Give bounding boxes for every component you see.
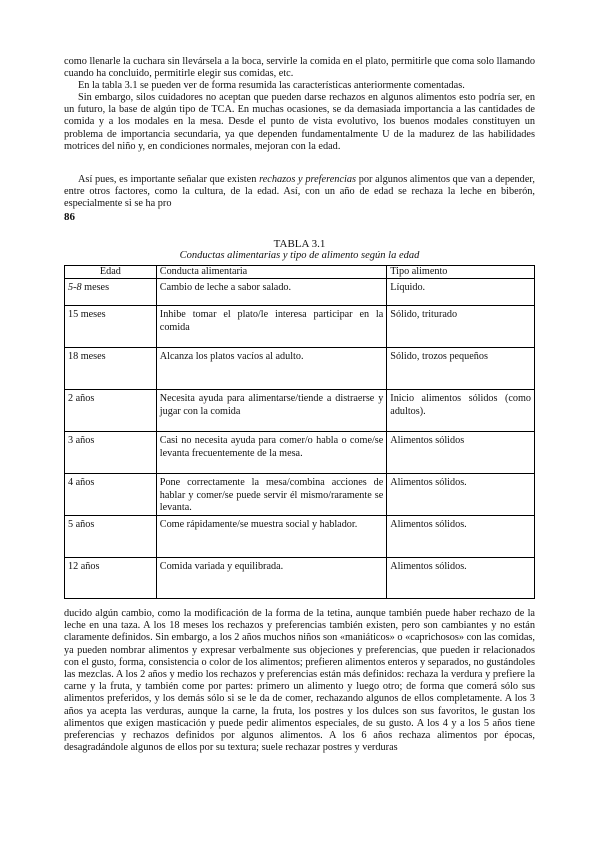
table-row — [65, 279, 535, 306]
table-header-row — [65, 266, 535, 279]
cell-food-type: Alimentos sólidos. — [387, 474, 535, 516]
table-row — [65, 516, 535, 558]
table-row — [65, 558, 535, 599]
cell-food-type: Alimentos sólidos. — [387, 516, 535, 558]
cell-food-type: Inicio alimentos sólidos (como adultos). — [387, 390, 535, 432]
cell-conduct: Inhibe tomar el plato/le interesa participar en la comida — [156, 306, 387, 348]
paragraph-age-preferences: ducido algún cambio, como la modificación de la forma de la tetina, aunque también puede haber rechazo de la leche en una taza. A los 18 meses los rechazos y preferencias también existen, pero son cambiantes y no están claramente definidos. Sin embargo, a los 2 años muchos niños son «maniáticos» o «caprichosos» con las comidas, ya pueden nombrar alimentos y expresar verbalmente sus objeciones y preferencias, que pueden ir relacionados con el gusto, forma, consistencia o color de los alimentos; prefieren alimentos enteros y separados, no gustándoles las mezclas. A los 2 años y medio los rechazos y preferencias están más definidos: rechaza la verdura y prefiere la carne y la fruta, y también come por partes: primero un alimento y luego otro; de forma que comerá sólo sus alimentos preferidos, y los demás sólo si se le da de comer, rechazando algunos de ellos completamente. A los 3 años ya acepta las verduras, aunque la carne, la fruta, los postres y los dulces son sus favoritos, le gustan los alimentos que exigen masticación y puede pedir alimentos especiales, de su gusto. A los 4 y a los 5 años tiene preferencias y rechazos definidos por algunos alimentos. A los 6 años rechaza alimentos por épocas, desagradándole algunos de ellos por su textura; suele rechazar postres y verduras — [64, 608, 535, 754]
table-title: TABLA 3.1 — [273, 238, 326, 250]
cell-conduct: Alcanza los platos vacíos al adulto. — [156, 348, 387, 390]
header-food-type: Tipo alimento — [387, 266, 535, 279]
table-row — [65, 348, 535, 390]
table-row — [65, 390, 535, 432]
cell-conduct: Casi no necesita ayuda para comer/o habla o come/se levanta frecuentemente de la mesa. — [156, 432, 387, 474]
cell-age: 15 meses — [65, 306, 157, 348]
cell-food-type: Líquido. — [387, 279, 535, 306]
cell-age: 12 años — [65, 558, 157, 599]
paragraph-preferences-end: por algunos alimentos que van a depender, entre otros factores, como la cultura, de la edad. Así, con un año de edad se rechaza la leche en biberón, especialmente si se ha pro — [64, 174, 535, 210]
cell-conduct: Come rápidamente/se muestra social y hablador. — [156, 516, 387, 558]
table-row — [65, 474, 535, 516]
cell-conduct: Comida variada y equilibrada. — [156, 558, 387, 599]
table-row — [65, 432, 535, 474]
cell-food-type: Sólido, triturado — [387, 306, 535, 348]
cell-age — [65, 279, 157, 306]
paragraph-preferences-emphasis: rechazos y preferencias — [259, 174, 357, 185]
paragraph-caregivers: Sin embargo, silos cuidadores no aceptan que pueden darse rechazos en algunos alimentos esto podría ser, en un futuro, la base de algún tipo de TCA. En muchas ocasiones, se da demasiada importancia a las cantidades de comida y a los modales en la mesa. Desde el punto de vista evolutivo, los buenos modales constituyen un problema de importancia secundaria, ya que dependen fundamentalmente U de la madurez de las habilidades motrices del niño y, en condiciones normales, mejoran con la edad. — [64, 92, 535, 152]
cell-food-type: Sólido, trozos pequeños — [387, 348, 535, 390]
paragraph-table-reference: En la tabla 3.1 se pueden ver de forma resumida las características anteriormente comentadas. — [78, 80, 465, 91]
cell-age: 4 años — [65, 474, 157, 516]
paragraph-preferences-start: Así pues, es importante señalar que existen — [78, 174, 260, 185]
table-row — [65, 306, 535, 348]
page-number: 86 — [64, 211, 75, 223]
header-age: Edad — [65, 266, 157, 279]
feeding-table — [64, 265, 535, 599]
header-conduct: Conducta alimentaria — [156, 266, 387, 279]
paragraph-preferences — [64, 174, 535, 211]
cell-conduct: Pone correctamente la mesa/combina acciones de hablar y comer/se puede servir él mismo/raramente se levanta. — [156, 474, 387, 516]
cell-age-range: 5-8 — [68, 282, 82, 294]
cell-conduct: Necesita ayuda para alimentarse/tiende a distraerse y jugar con la comida — [156, 390, 387, 432]
cell-food-type: Alimentos sólidos. — [387, 558, 535, 599]
cell-age-unit: meses — [81, 282, 110, 294]
cell-age: 18 meses — [65, 348, 157, 390]
cell-age: 5 años — [65, 516, 157, 558]
cell-age: 3 años — [65, 432, 157, 474]
cell-age: 2 años — [65, 390, 157, 432]
cell-food-type: Alimentos sólidos — [387, 432, 535, 474]
cell-conduct: Cambio de leche a sabor salado. — [156, 279, 387, 306]
paragraph-continuation: como llenarle la cuchara sin llevársela a la boca, servirle la comida en el plato, permitirle que coma solo llamando cuando ha concluido, permitirle elegir sus comidas, etc. — [64, 56, 535, 80]
table-subtitle: Conductas alimentarias y tipo de alimento según la edad — [179, 250, 420, 261]
